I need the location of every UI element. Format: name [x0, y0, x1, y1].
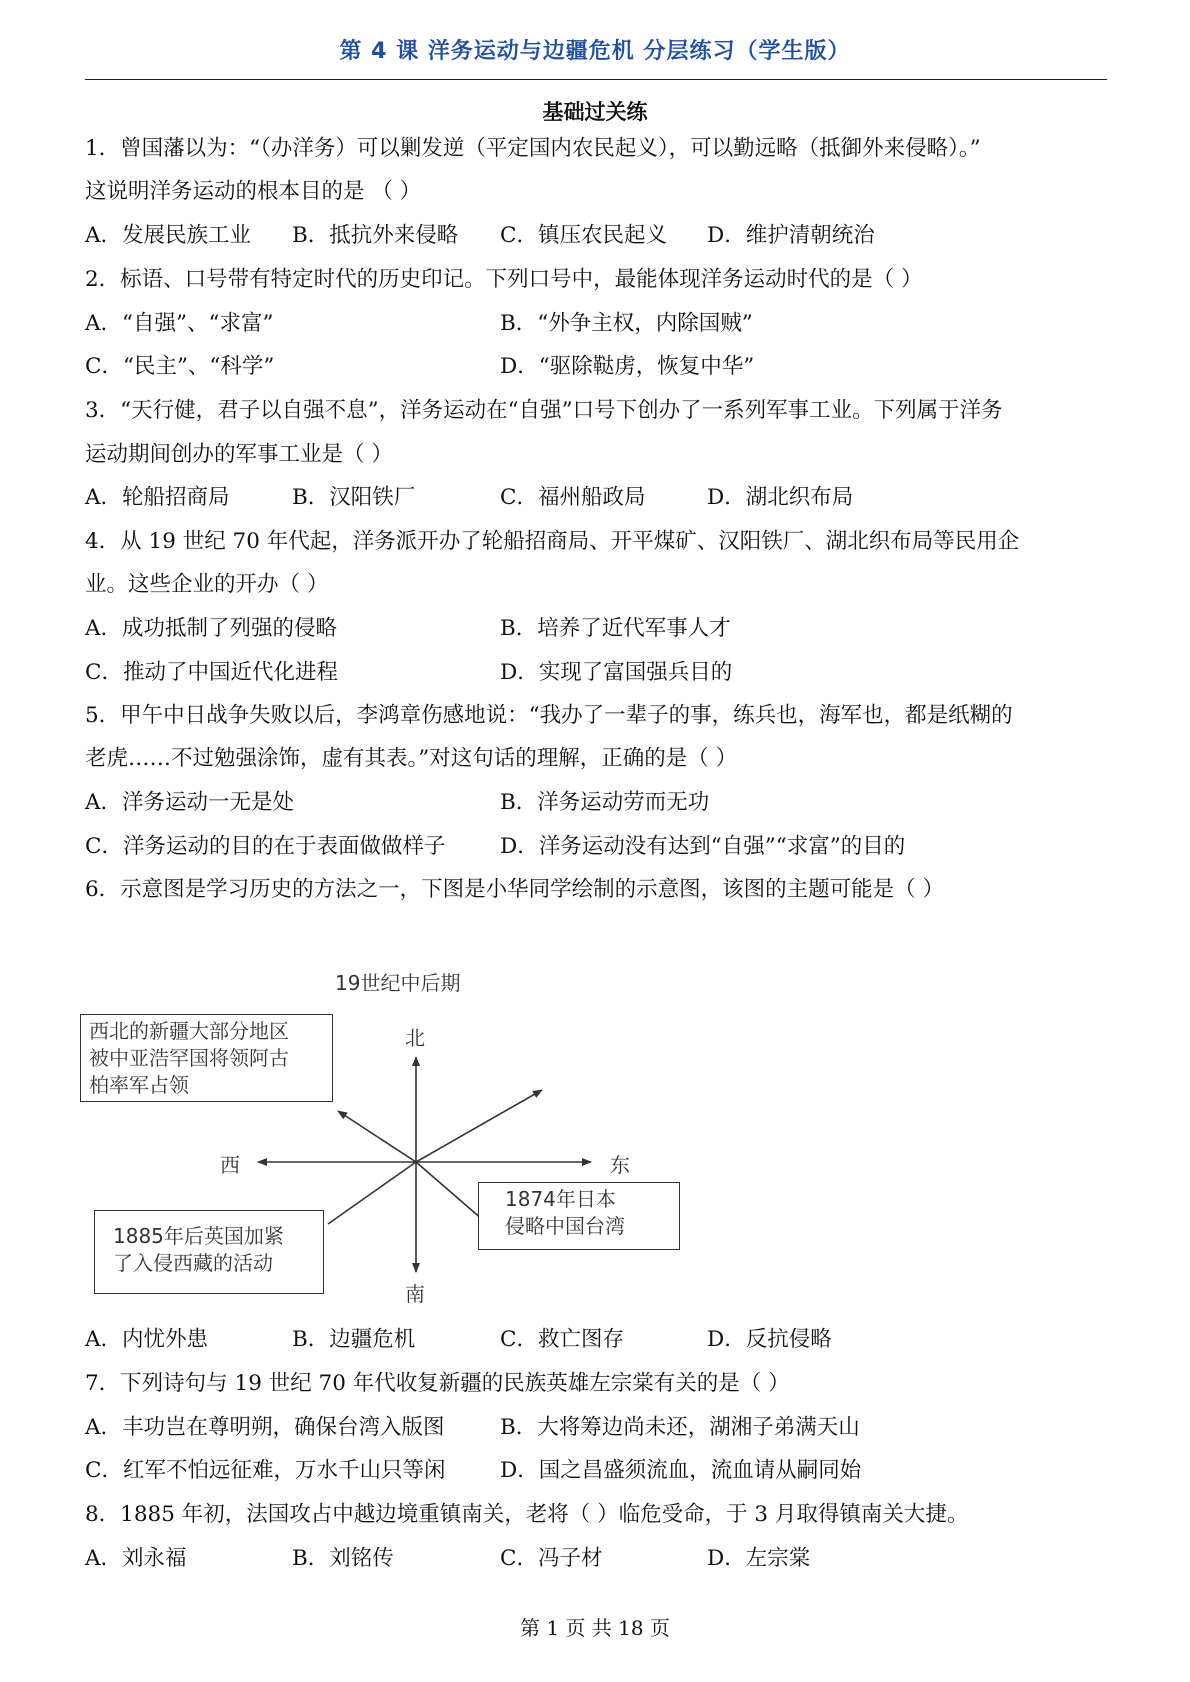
- q5-stem-line2: 老虎……不过勉强涂饰，虚有其表。”对这句话的理解，正确的是（ ）: [85, 746, 738, 771]
- line-southeast: [416, 1162, 483, 1220]
- q3-option-c: C．福州船政局: [500, 485, 646, 510]
- label-north: 北: [405, 1026, 425, 1050]
- page-header-title: 第 4 课 洋务运动与边疆危机 分层练习（学生版）: [339, 39, 851, 64]
- arrow-northwest: [338, 1111, 416, 1162]
- q7-option-d: D．国之昌盛须流血，流血请从嗣同始: [500, 1458, 862, 1483]
- label-west: 西: [220, 1153, 240, 1177]
- q4-option-c: C．推动了中国近代化进程: [85, 660, 338, 685]
- q3-option-d: D．湖北织布局: [707, 485, 854, 510]
- diagram-title: 19世纪中后期: [335, 971, 461, 995]
- arrow-northeast: [416, 1090, 542, 1162]
- q6-option-b: B．边疆危机: [292, 1327, 416, 1352]
- q2-option-a: A．“自强”、“求富”: [85, 311, 274, 336]
- q4-option-b: B．培养了近代军事人才: [500, 616, 731, 641]
- box-se-line2: 侵略中国台湾: [505, 1214, 625, 1238]
- q1-option-a: A．发展民族工业: [85, 223, 252, 248]
- box-northwest-xinjiang: [80, 1014, 333, 1102]
- q7-option-a: A．丰功岂在尊明朔，确保台湾入版图: [85, 1415, 445, 1440]
- section-title: 基础过关练: [542, 100, 648, 124]
- box-southeast-taiwan: [478, 1182, 680, 1250]
- box-nw-line1: 西北的新疆大部分地区: [89, 1019, 289, 1043]
- box-nw-line2: 被中亚浩罕国将领阿古: [89, 1046, 289, 1070]
- q7-stem-line1: 7．下列诗句与 19 世纪 70 年代收复新疆的民族英雄左宗棠有关的是（ ）: [85, 1371, 790, 1396]
- q8-option-d: D．左宗棠: [707, 1546, 811, 1571]
- q5-stem-line1: 5．甲午中日战争失败以后，李鸿章伤感地说：“我办了一辈子的事，练兵也，海军也，都是纸糊的: [85, 703, 1013, 728]
- q6-option-a: A．内忧外患: [85, 1327, 209, 1352]
- q3-option-a: A．轮船招商局: [85, 485, 230, 510]
- header-divider: [85, 79, 1107, 80]
- q1-stem-line1: 1．曾国藩以为：“（办洋务）可以剿发逆（平定国内农民起义），可以勤远略（抵御外来侵略）。”: [85, 136, 981, 161]
- q5-option-d: D．洋务运动没有达到“自强”“求富”的目的: [500, 834, 906, 859]
- q1-option-d: D．维护清朝统治: [707, 223, 875, 248]
- box-se-line1: 1874年日本: [505, 1187, 616, 1211]
- box-nw-line3: 柏率军占领: [89, 1073, 189, 1097]
- frontier-crisis-diagram: [80, 971, 700, 1306]
- box-sw-line1: 1885年后英国加紧: [113, 1224, 284, 1248]
- q1-option-c: C．镇压农民起义: [500, 223, 667, 248]
- q1-stem-line2: 这说明洋务运动的根本目的是 （ ）: [85, 179, 422, 204]
- q4-stem-line1: 4．从 19 世纪 70 年代起，洋务派开办了轮船招商局、开平煤矿、汉阳铁厂、湖北织布局等民用企: [85, 529, 1020, 554]
- q7-option-c: C．红军不怕远征难，万水千山只等闲: [85, 1458, 446, 1483]
- q2-option-b: B．“外争主权，内除国贼”: [500, 311, 753, 336]
- q8-option-c: C．冯子材: [500, 1546, 603, 1571]
- q7-option-b: B．大将筹边尚未还，湖湘子弟满天山: [500, 1415, 860, 1440]
- q2-option-d: D．“驱除鞑虏，恢复中华”: [500, 354, 755, 379]
- q4-stem-line2: 业。这些企业的开办（ ）: [85, 572, 329, 597]
- q4-option-a: A．成功抵制了列强的侵略: [85, 616, 338, 641]
- line-southwest: [328, 1162, 416, 1224]
- box-sw-line2: 了入侵西藏的活动: [113, 1251, 273, 1275]
- box-southwest-tibet: [94, 1210, 324, 1294]
- q5-option-a: A．洋务运动一无是处: [85, 790, 295, 815]
- q6-stem-line1: 6．示意图是学习历史的方法之一，下图是小华同学绘制的示意图，该图的主题可能是（ ）: [85, 877, 945, 902]
- q2-option-c: C．“民主”、“科学”: [85, 354, 275, 379]
- q8-option-a: A．刘永福: [85, 1546, 187, 1571]
- q8-stem-line1: 8．1885 年初，法国攻占中越边境重镇南关，老将（ ）临危受命，于 3 月取得镇南关大捷。: [85, 1502, 969, 1527]
- q6-option-d: D．反抗侵略: [707, 1327, 832, 1352]
- q3-stem-line1: 3．“天行健，君子以自强不息”，洋务运动在“自强”口号下创办了一系列军事工业。下列属于洋务: [85, 398, 1003, 423]
- q2-stem-line1: 2．标语、口号带有特定时代的历史印记。下列口号中，最能体现洋务运动时代的是（ ）: [85, 267, 923, 292]
- q4-option-d: D．实现了富国强兵目的: [500, 660, 733, 685]
- q3-option-b: B．汉阳铁厂: [292, 485, 416, 510]
- label-south: 南: [405, 1282, 425, 1306]
- q5-option-b: B．洋务运动劳而无功: [500, 790, 710, 815]
- q6-option-c: C．救亡图存: [500, 1327, 624, 1352]
- page-footer-number: 第 1 页 共 18 页: [520, 1616, 670, 1640]
- q3-stem-line2: 运动期间创办的军事工业是（ ）: [85, 442, 393, 467]
- q8-option-b: B．刘铭传: [292, 1546, 394, 1571]
- label-east: 东: [610, 1153, 630, 1177]
- q5-option-c: C．洋务运动的目的在于表面做做样子: [85, 834, 446, 859]
- q1-option-b: B．抵抗外来侵略: [292, 223, 459, 248]
